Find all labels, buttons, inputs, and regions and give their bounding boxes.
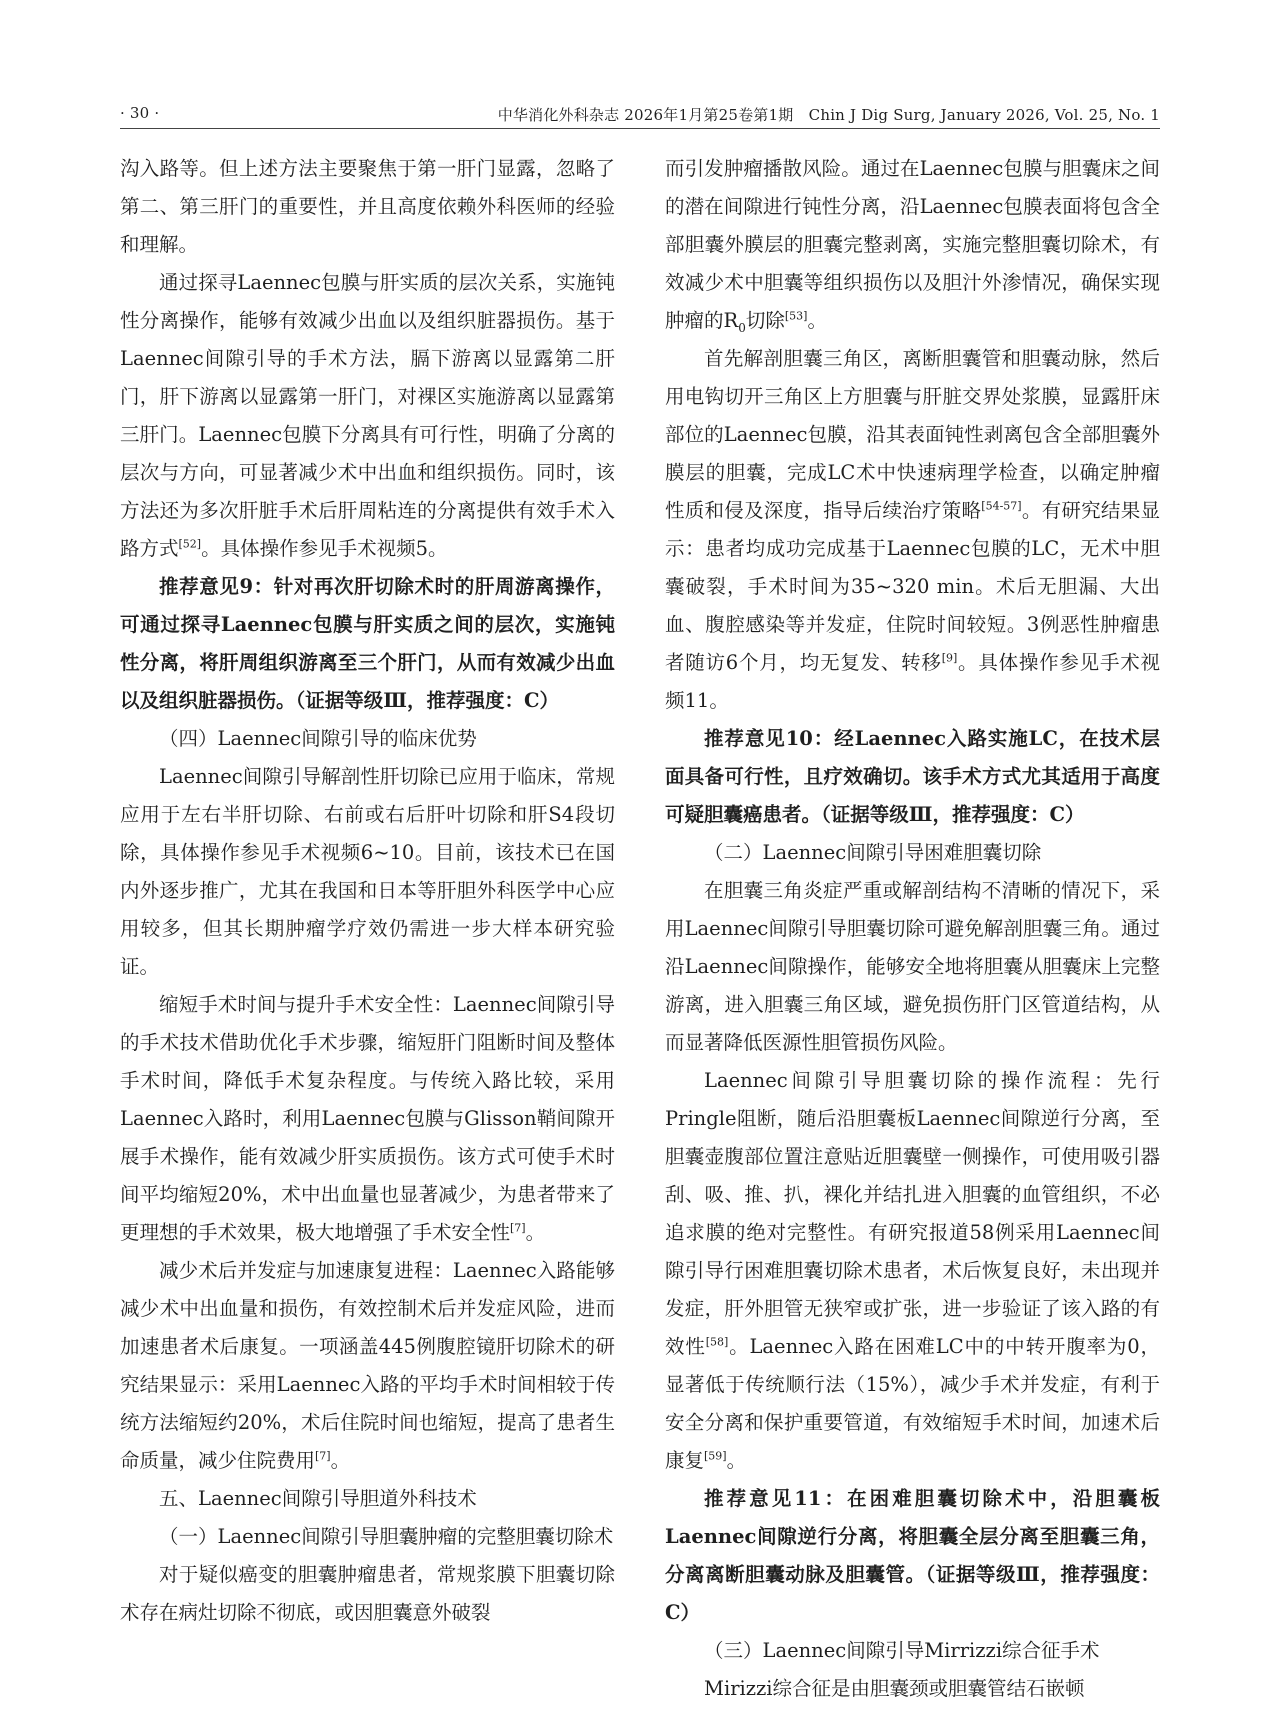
recommendation-10: 推荐意见10：经Laennec入路实施LC，在技术层面具备可行性，且疗效确切。该手术方式尤其适用于高度可疑胆囊癌患者。（证据等级Ⅲ，推荐强度：C） [665, 727, 1160, 826]
paragraph: 沟入路等。但上述方法主要聚焦于第一肝门显露，忽略了第二、第三肝门的重要性，并且高度依赖外科医师的经验和理解。 [120, 157, 615, 256]
paragraph: 在胆囊三角炎症严重或解剖结构不清晰的情况下，采用Laennec间隙引导胆囊切除可避免解剖胆囊三角。通过沿Laennec间隙操作，能够安全地将胆囊从胆囊床上完整游离，进入胆囊三角区域，避免损伤肝门区管道结构，从而显著降低医源性胆管损伤风险。 [665, 879, 1160, 1054]
citation[interactable]: [53] [784, 309, 808, 323]
citation[interactable]: [54-57] [981, 499, 1022, 513]
recommendation-9: 推荐意见9：针对再次肝切除术时的肝周游离操作，可通过探寻Laennec包膜与肝实质之间的层次，实施钝性分离，将肝周组织游离至三个肝门，从而有效减少出血以及组织脏器损伤。（证据等级Ⅲ，推荐强度：C） [120, 575, 615, 712]
paragraph: 通过探寻Laennec包膜与肝实质的层次关系，实施钝性分离操作，能够有效减少出血以及组织脏器损伤。基于Laennec间隙引导的手术方法，膈下游离以显露第二肝门，肝下游离以显露第一肝门，对裸区实施游离以显露第三肝门。Laennec包膜下分离具有可行性，明确了分离的层次与方向，可显著减少术中出血和组织损伤。同时，该方法还为多次肝脏手术后肝周粘连的分离提供有效手术入路方式[52]。具体操作参见手术视频5。 [120, 271, 615, 560]
paragraph: Mirizzi综合征是由胆囊颈或胆囊管结石嵌顿 [704, 1677, 1085, 1700]
paragraph: 缩短手术时间与提升手术安全性：Laennec间隙引导的手术技术借助优化手术步骤，缩短肝门阻断时间及整体手术时间，降低手术复杂程度。与传统入路比较，采用Laennec入路时，利用Laennec包膜与Glisson鞘间隙开展手术操作，能有效减少肝实质损伤。该方式可使手术时间平均缩短20%，术中出血量也显著减少，为患者带来了更理想的手术效果，极大地增强了手术安全性[7]。 [120, 993, 615, 1244]
section-heading: （四）Laennec间隙引导的临床优势 [159, 727, 477, 750]
left-column [120, 150, 615, 1670]
paragraph: Laennec间隙引导胆囊切除的操作流程：先行Pringle阻断，随后沿胆囊板Laennec间隙逆行分离，至胆囊壶腹部位置注意贴近胆囊壁一侧操作，可使用吸引器刮、吸、推、扒，裸化并结扎进入胆囊的血管组织，不必追求膜的绝对完整性。有研究报道58例采用Laennec间隙引导行困难胆囊切除术患者，术后恢复良好，未出现并发症，肝外胆管无狭窄或扩张，进一步验证了该入路的有效性[58]。Laennec入路在困难LC中的中转开腹率为0，显著低于传统顺行法（15%），减少手术并发症，有利于安全分离和保护重要管道，有效缩短手术时间，加速术后康复[59]。 [665, 1069, 1160, 1472]
paragraph: 首先解剖胆囊三角区，离断胆囊管和胆囊动脉，然后用电钩切开三角区上方胆囊与肝脏交界处浆膜，显露肝床部位的Laennec包膜，沿其表面钝性剥离包含全部胆囊外膜层的胆囊，完成LC术中快速病理学检查，以确定肿瘤性质和侵及深度，指导后续治疗策略[54-57]。有研究结果显示：患者均成功完成基于Laennec包膜的LC，无术中胆囊破裂，手术时间为35~320 min。术后无胆漏、大出血、腹腔感染等并发症，住院时间较短。3例恶性肿瘤患者随访6个月，均无复发、转移[9]。具体操作参见手术视频11。 [665, 347, 1160, 712]
citation[interactable]: [7] [510, 1221, 526, 1235]
paragraph: Laennec间隙引导解剖性肝切除已应用于临床，常规应用于左右半肝切除、右前或右后肝叶切除和肝S4段切除，具体操作参见手术视频6~10。目前，该技术已在国内外逐步推广，尤其在我国和日本等肝胆外科医学中心应用较多，但其长期肿瘤学疗效仍需进一步大样本研究验证。 [120, 765, 615, 978]
paragraph: 而引发肿瘤播散风险。通过在Laennec包膜与胆囊床之间的潜在间隙进行钝性分离，沿Laennec包膜表面将包含全部胆囊外膜层的胆囊完整剥离，实施完整胆囊切除术，有效减少术中胆囊等组织损伤以及胆汁外渗情况，确保实现肿瘤的$R_0$切除[53]。 [665, 157, 1160, 335]
section-heading: （三）Laennec间隙引导Mirrizzi综合征手术 [704, 1639, 1100, 1662]
page-number: · 30 · [120, 104, 160, 122]
paragraph: 减少术后并发症与加速康复进程：Laennec入路能够减少术中出血量和损伤，有效控制术后并发症风险，进而加速患者术后康复。一项涵盖445例腹腔镜肝切除术的研究结果显示：采用Laennec入路的平均手术时间相较于传统方法缩短约20%，术后住院时间也缩短，提高了患者生命质量，减少住院费用[7]。 [120, 1259, 615, 1472]
right-column [665, 150, 1160, 1700]
citation[interactable]: [59] [704, 1449, 727, 1463]
paragraph: 对于疑似癌变的胆囊肿瘤患者，常规浆膜下胆囊切除术存在病灶切除不彻底，或因胆囊意外破裂 [120, 1563, 615, 1624]
citation[interactable]: [52] [178, 537, 202, 551]
citation[interactable]: [7] [315, 1449, 331, 1463]
section-heading: 五、Laennec间隙引导胆道外科技术 [159, 1487, 477, 1510]
section-heading: （二）Laennec间隙引导困难胆囊切除 [704, 841, 1042, 864]
journal-citation: 中华消化外科杂志 2026年1月第25卷第1期 Chin J Dig Surg, January 2026, Vol. 25, No. 1 [497, 106, 1160, 124]
recommendation-11: 推荐意见11：在困难胆囊切除术中，沿胆囊板Laennec间隙逆行分离，将胆囊全层分离至胆囊三角，分离离断胆囊动脉及胆囊管。（证据等级Ⅲ，推荐强度：C） [665, 1487, 1160, 1624]
header-rule [120, 128, 1160, 129]
citation[interactable]: [58] [705, 1335, 729, 1349]
section-heading: （一）Laennec间隙引导胆囊肿瘤的完整胆囊切除术 [159, 1525, 614, 1548]
citation[interactable]: [9] [941, 651, 958, 665]
